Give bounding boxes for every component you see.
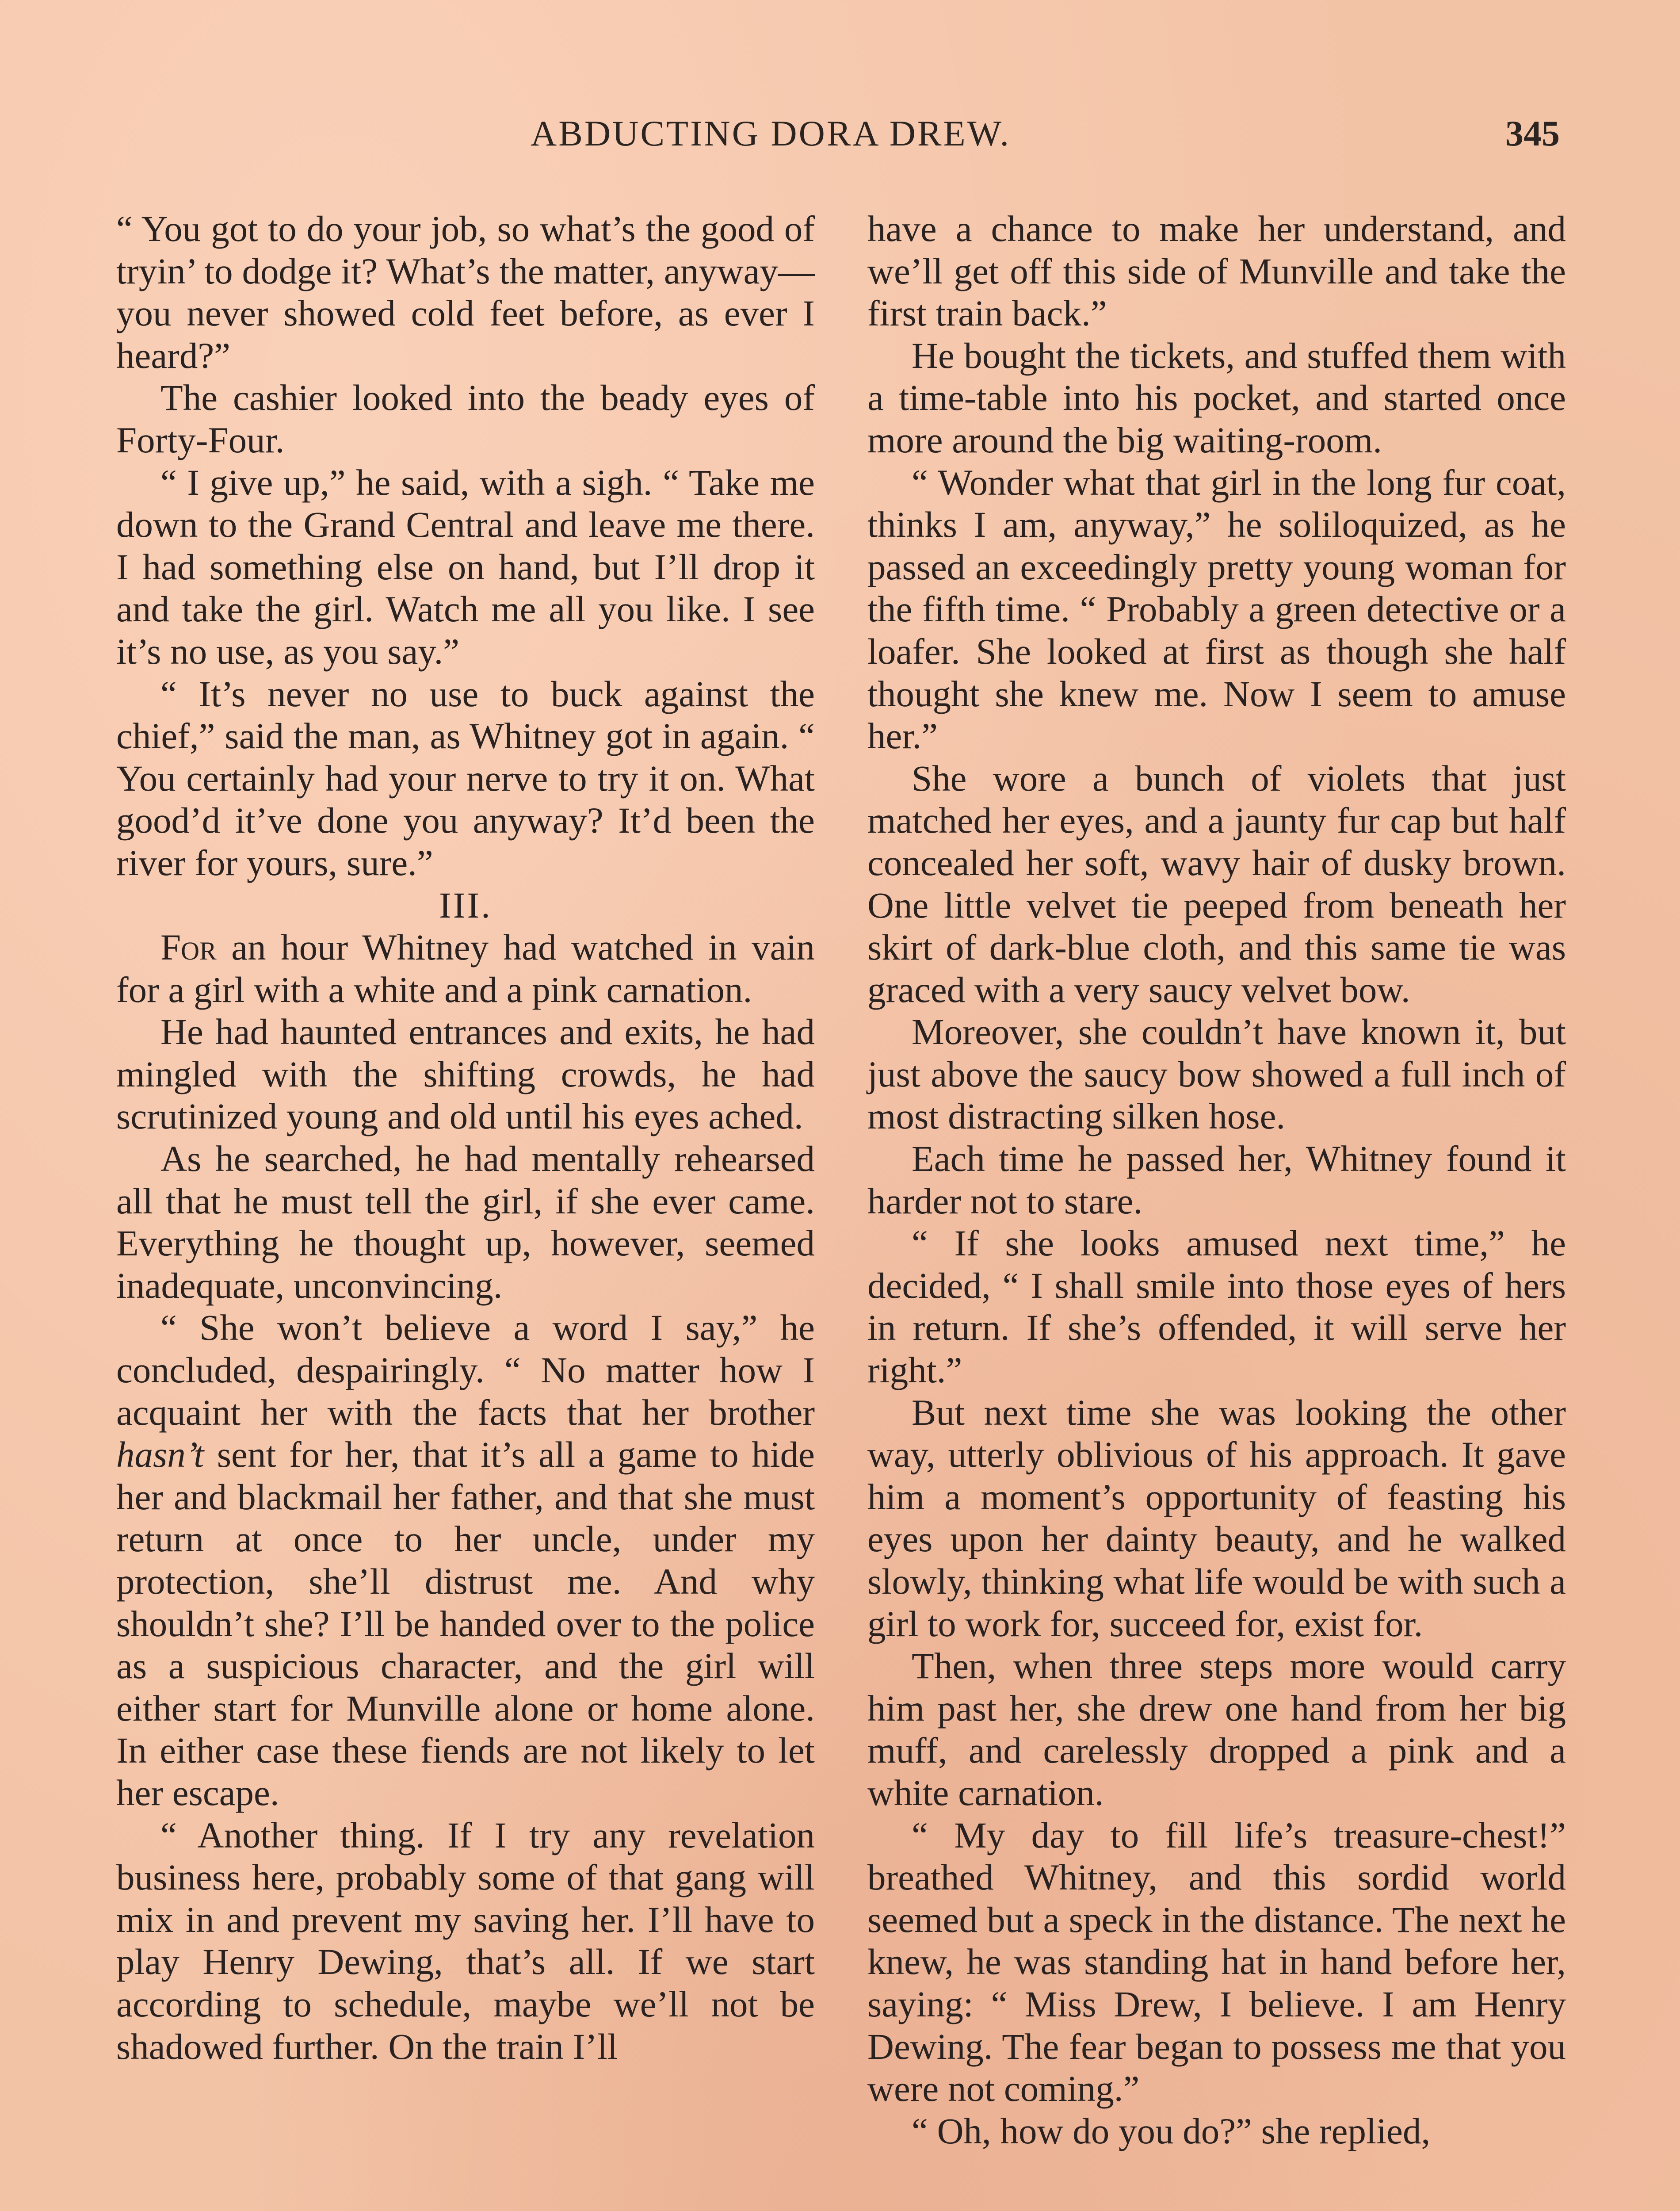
paragraph: She wore a bunch of violets that just matched her eyes, and a jaunty fur cap but half concealed her soft, wavy hair of dusky brown. One little velvet tie peeped from beneath her skirt of dark-blue cloth, and this same tie was graced with a very saucy velvet bow. <box>867 757 1566 1010</box>
paragraph: “ Oh, how do you do?” she replied, <box>912 2110 1431 2151</box>
paragraph-text: sent for her, that it’s all a game to hide her and blackmail her father, and that she must return at once to her uncle, under my protection, she’ll distrust me. And why shouldn’t she? I’ll be handed over to the police as a suspicious character, and the girl will either start for Munville alone or home alone. In either case these fiends are not likely to let her escape. <box>116 1434 815 1813</box>
paragraph: “ If she looks amused next time,” he decided, “ I shall smile into those eyes of hers in return. If she’s offended, it will serve her right.” <box>867 1223 1566 1391</box>
paragraph-text: “ She won’t believe a word I say,” he concluded, despairingly. “ No matter how I acquaint her with the facts that her brother <box>116 1307 815 1433</box>
drop-word: For <box>160 927 217 968</box>
paragraph <box>116 926 815 1011</box>
paragraph: Then, when three steps more would carry him past her, she drew one hand from her big muff, and carelessly dropped a pink and a white carnation. <box>867 1645 1566 1813</box>
paragraph: Moreover, she couldn’t have known it, but just above the saucy bow showed a full inch of most distracting silken hose. <box>867 1011 1566 1137</box>
page-number: 345 <box>1505 113 1560 153</box>
paragraph <box>116 1307 815 1814</box>
paragraph: “ My day to fill life’s treasure-chest!” breathed Whitney, and this sordid world seemed but a speck in the distance. The next he knew, he was standing hat in hand before her, saying: “ Miss Drew, I believe. I am Henry Dewing. The fear began to possess me that you were not coming.” <box>867 1814 1566 2109</box>
paragraph: “ Another thing. If I try any revelation business here, probably some of that gang will mix in and prevent my saving her. I’ll have to play Henry Dewing, that’s all. If we start according to schedule, maybe we’ll not be shadowed further. On the train I’ll <box>116 1814 815 2067</box>
italic-word: hasn’t <box>116 1434 204 1475</box>
running-title: ABDUCTING DORA DREW. <box>531 113 1011 153</box>
paragraph: Each time he passed her, Whitney found it harder not to stare. <box>867 1138 1566 1221</box>
paragraph: “ I give up,” he said, with a sigh. “ Take me down to the Grand Central and leave me there. I had something else on hand, but I’ll drop it and take the girl. Watch me all you like. I see it’s no use, as you say.” <box>116 462 815 672</box>
paragraph: He bought the tickets, and stuffed them with a time-table into his pocket, and started once more around the big waiting-room. <box>867 335 1566 460</box>
right-column <box>867 208 1566 2152</box>
left-column <box>116 208 815 2068</box>
paragraph: He had haunted entrances and exits, he had mingled with the shifting crowds, he had scrutinized young and old until his eyes ached. <box>116 1011 815 1137</box>
paragraph: “ Wonder what that girl in the long fur coat, thinks I am, anyway,” he soliloquized, as he passed an exceedingly pretty young woman for the fifth time. “ Probably a green detective or a loafer. She looked at first as though she half thought she knew me. Now I seem to amuse her.” <box>867 462 1566 757</box>
paragraph: “ You got to do your job, so what’s the good of tryin’ to dodge it? What’s the matter, anyway—you never showed cold feet before, as ever I heard?” <box>116 208 815 376</box>
paragraph: As he searched, he had mentally rehearsed all that he must tell the girl, if she ever came. Everything he thought up, however, seemed inadequate, unconvincing. <box>116 1138 815 1306</box>
paragraph: have a chance to make her understand, and we’ll get off this side of Munville and take the first train back.” <box>867 208 1566 334</box>
paragraph: “ It’s never no use to buck against the chief,” said the man, as Whitney got in again. “ You certainly had your nerve to try it on. What good’d it’ve done you anyway? It’d been the river for yours, sure.” <box>116 673 815 883</box>
section-heading: III. <box>439 884 492 926</box>
paragraph: The cashier looked into the beady eyes of Forty-Four. <box>116 377 815 460</box>
paragraph-text: an hour Whitney had watched in vain for a girl with a white and a pink carnation. <box>116 927 815 1010</box>
paragraph: But next time she was looking the other way, utterly oblivious of his approach. It gave him a moment’s opportunity of feasting his eyes upon her dainty beauty, and he walked slowly, thinking what life would be with such a girl to work for, succeed for, exist for. <box>867 1392 1566 1644</box>
